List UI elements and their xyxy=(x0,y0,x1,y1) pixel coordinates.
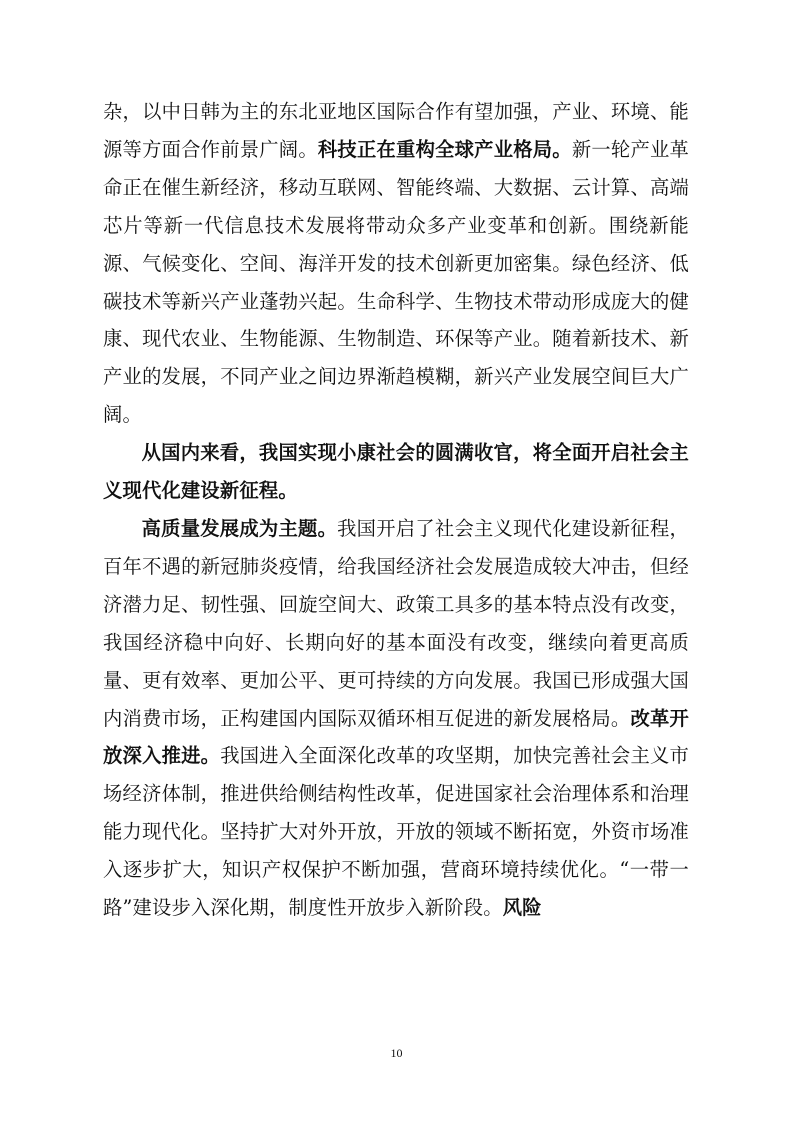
bold-heading: 改革开放深入推进。 xyxy=(103,706,689,768)
section-heading xyxy=(103,434,689,510)
paragraph xyxy=(103,93,689,434)
text-run: 我国开启了社会主义现代化建设新征程，百年不遇的新冠肺炎疫情，给我国经济社会发展造成较大冲击，但经济潜力足、韧性强、回旋空间大、政策工具多的基本特点没有改变，我国经济稳中向好、长期向好的基本面没有改变，继续向着更高质量、更有效率、更加公平、更可持续的方向发展。我国已形成强大国内消费市场，正构建国内国际双循环相互促进的新发展格局。 xyxy=(103,516,689,730)
bold-heading: 从国内来看，我国实现小康社会的圆满收官，将全面开启社会主义现代化建设新征程。 xyxy=(103,441,689,503)
bold-heading: 科技正在重构全球产业格局。 xyxy=(317,137,572,161)
text-run: 杂，以中日韩为主的东北亚地区国际合作有望加强，产业、环境、能源等方面合作前景广阔。 xyxy=(103,100,689,161)
text-run: 我国进入全面深化改革的攻坚期，加快完善社会主义市场经济体制，推进供给侧结构性改革，促进国家社会治理体系和治理能力现代化。坚持扩大对外开放，开放的领域不断拓宽，外资市场准入逐步扩大，知识产权保护不断加强，营商环境持续优化。“一带一路”建设步入深化期，制度性开放步入新阶段。 xyxy=(103,744,689,920)
paragraph xyxy=(103,510,689,927)
bold-heading: 高质量发展成为主题。 xyxy=(141,516,338,540)
page-number: 10 xyxy=(390,1046,403,1060)
bold-heading: 风险 xyxy=(502,896,542,920)
text-run: 新一轮产业革命正在催生新经济，移动互联网、智能终端、大数据、云计算、高端芯片等新一代信息技术发展将带动众多产业变革和创新。围绕新能源、气候变化、空间、海洋开发的技术创新更加密集。绿色经济、低碳技术等新兴产业蓬勃兴起。生命科学、生物技术带动形成庞大的健康、现代农业、生物能源、生物制造、环保等产业。随着新技术、新产业的发展，不同产业之间边界渐趋模糊，新兴产业发展空间巨大广阔。 xyxy=(103,137,689,427)
body-text xyxy=(103,93,689,927)
